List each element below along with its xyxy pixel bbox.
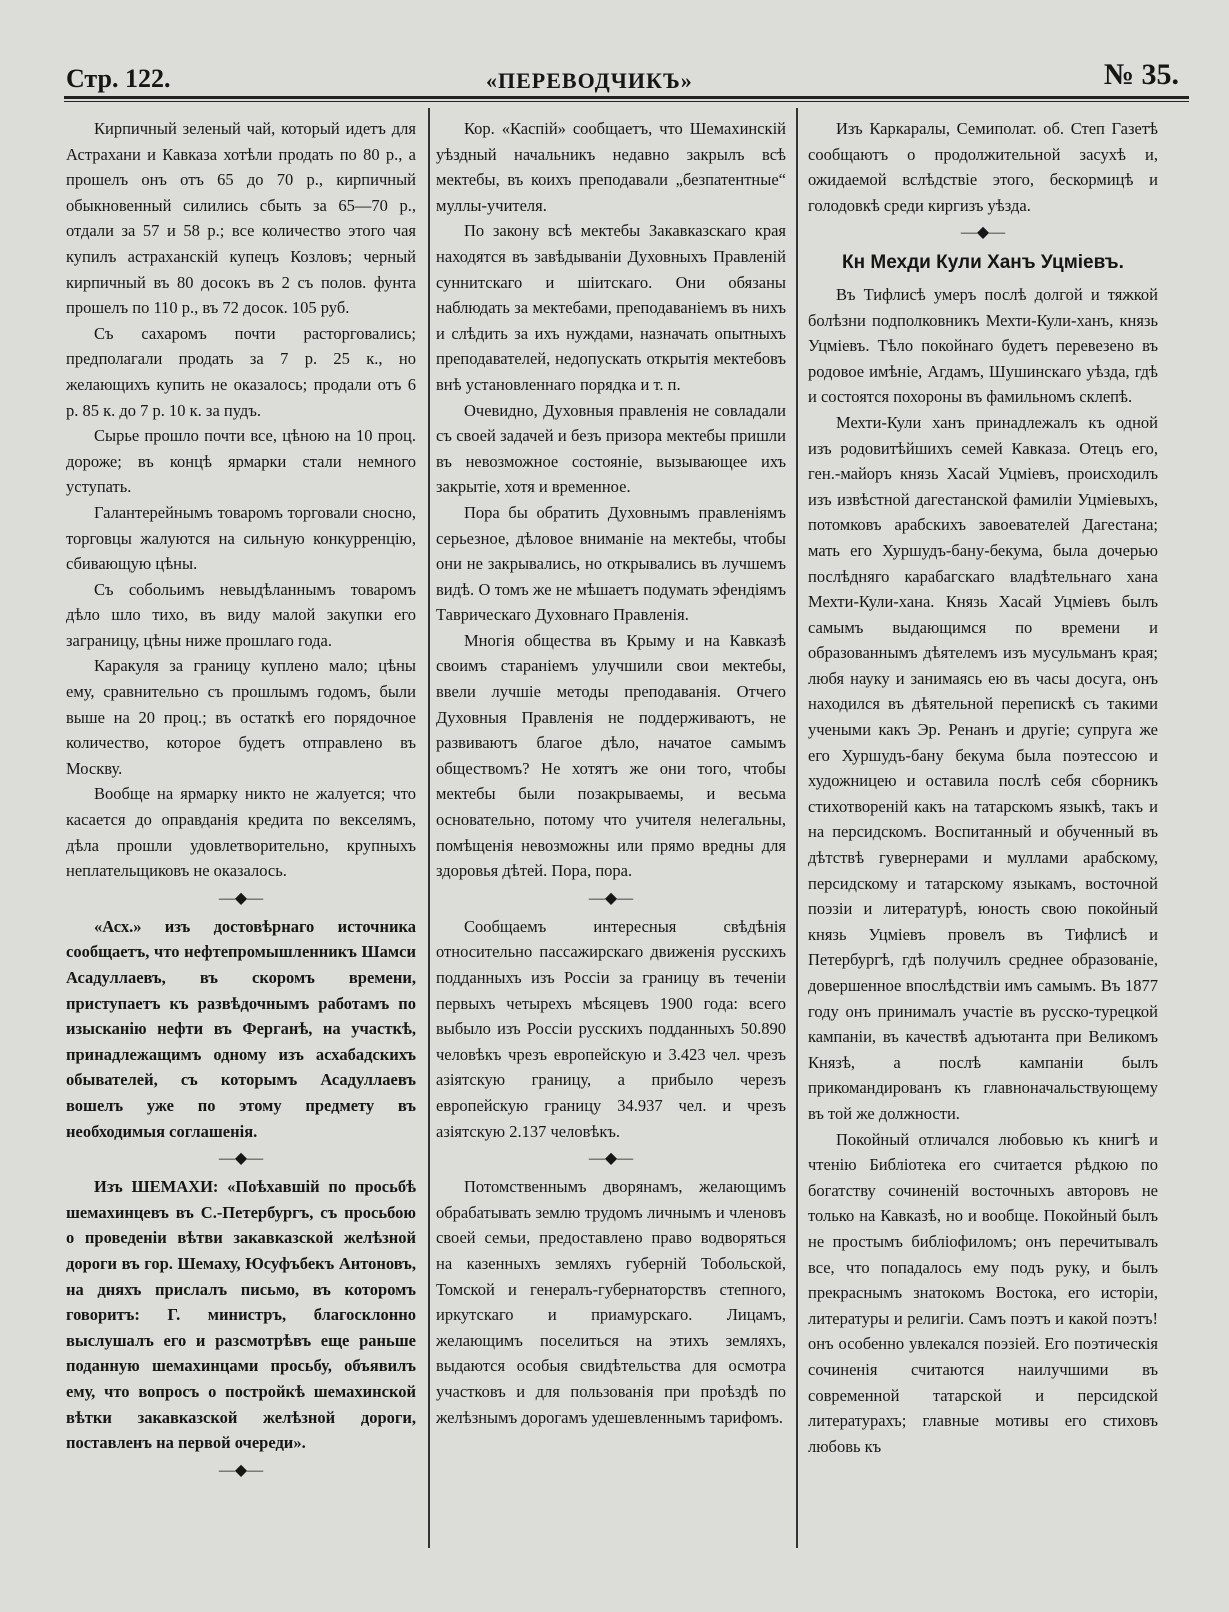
article-paragraph: Пора бы обратить Духовнымъ правленіямъ серьезное, дѣловое вниманіе на мектебы, чтобы они не закрывались, но открывались въ лучшемъ видѣ. О томъ же не мѣшаетъ подумать эфендіямъ Таврическаго Духовнаго Правленія. [436,502,786,625]
issue-number: № 35. [1103,58,1179,91]
page-number: Стр. 122. [66,64,171,93]
header-rule [64,96,1189,99]
article-paragraph: Съ сахаромъ почти расторговались; предполагали продать за 7 р. 25 к., но желающихъ купить не оказалось; продали отъ 6 р. 85 к. до 7 р. 10 к. за пудъ. [66,323,416,420]
column-2 [436,116,786,1430]
article-paragraph: По закону всѣ мектебы Закавказскаго края находятся въ завѣдываніи Духовныхъ Правленій суннитскаго и шіитскаго. Они обязаны наблюдать за мектебами, преподаваніемъ въ нихъ и слѣдить за ихъ нуждами, назначать опытныхъ преподавателей, недопускать открытія мектебовъ внѣ установленнаго порядка и т. п. [436,221,786,394]
newspaper-title: «ПЕРЕВОДЧИКЪ» [486,68,693,93]
article-paragraph: Очевидно, Духовныя правленія не совладали съ своей задачей и безъ призора мектебы пришли въ невозможное состояніе, вызывающее ихъ закрытіе, хотя и временное. [436,400,786,497]
column-1 [66,116,416,1486]
article-paragraph: Въ Тифлисѣ умеръ послѣ долгой и тяжкой болѣзни подполковникъ Мехти-Кули-ханъ, князь Уцміевъ. Тѣло покойнаго будетъ перевезено въ родовое имѣніе, Агдамъ, Шушинскаго уѣзда, гдѣ и состоятся похороны въ фамильномъ склепѣ. [808,284,1158,407]
article-heading: Кн Мехди Кули Ханъ Уцміевъ. [842,252,1124,274]
ornament-separator: —◆— [588,1150,634,1168]
article-paragraph: Мехти-Кули ханъ принадлежалъ къ одной изъ родовитѣйшихъ семей Кавказа. Отецъ его, ген.-майоръ князь Хасай Уцміевъ, происходилъ изъ извѣстной дагестанской фамиліи Уцміевыхъ, потомковъ арабскихъ завоевателей Дагестана; мать его Хуршудъ-бану-бекума, была дочерью послѣдняго карабагскаго владѣтельнаго хана Мехти-Кули-хана. Князь Хасай Уцміевъ былъ самымъ выдающимся по времени и образованнымъ дѣятелемъ изъ мусульманъ края; любя науку и занимаясь ею въ часы досуга, онъ находился въ дѣятельной перепискѣ съ такими учеными какъ Эр. Ренанъ и другіе; супруга же его Хуршудъ-бану бекума была поэтессою и художницею и оставила послѣ себя сборникъ стихотвореній какъ на татарскомъ языкѣ, такъ и на персидскомъ. Воспитанный и обученный въ дѣтствѣ гувернерами и муллами арабскому, персидскому и татарскому языкамъ, восточной поэзіи и литературѣ, юность свою покойный князь Уцміевъ провелъ въ Тифлисѣ и Петербургѣ, гдѣ получилъ среднее образованіе, довершенное впослѣдствіи имъ самымъ. Въ 1877 году онъ принималъ участіе въ русско-турецкой кампаніи, въ качествѣ адъютанта при Великомъ Князѣ, а послѣ кампаніи былъ прикомандированъ къ главноначальствующему въ той же должности. [808,412,1158,1123]
article-paragraph: Изъ ШЕМАХИ: «Поѣхавшій по просьбѣ шемахинцевъ въ С.-Петербургъ, съ просьбою о проведеніи вѣтви закавказской желѣзной дороги въ гор. Шемаху, Юсуфъбекъ Антоновъ, на дняхъ прислалъ письмо, въ которомъ говоритъ: Г. министръ, благосклонно выслушалъ его и разсмотрѣвъ еще раньше поданную шемахинцами просьбу, объявилъ ему, что вопросъ о постройкѣ шемахинской вѣтки закавказской желѣзной дороги, поставленъ на первой очереди». [66,1177,416,1453]
column-divider [796,108,798,1548]
article-paragraph: Покойный отличался любовью къ книгѣ и чтенію Библіотека его считается рѣдкою по богатству сочиненій восточныхъ авторовъ не только на Кавказѣ, но и вообще. Покойный былъ не простымъ библіофиломъ; онъ перечитывалъ все, что попадалось ему подъ руку, и былъ прекраснымъ знатокомъ Востока, его исторіи, литературы и религіи. Самъ поэтъ и какой поэтъ! онъ особенно увлекался поэзіей. Его поэтическія сочиненія считаются наилучшими въ современной татарской и персидской литературахъ; главные мотивы его стиховъ любовь къ [808,1129,1158,1456]
column-3 [808,116,1158,1459]
article-paragraph: Кор. «Каспій» сообщаетъ, что Шемахинскій уѣздный начальникъ недавно закрылъ всѣ мектебы, въ коихъ преподавали „безпатентные“ муллы-учителя. [436,119,786,215]
ornament-separator: —◆— [588,889,634,907]
article-paragraph: «Асх.» изъ достовѣрнаго источника сообщаетъ, что нефтепромышленникъ Шамси Асадуллаевъ, въ скоромъ времени, приступаетъ къ развѣдочнымъ работамъ по изысканію нефти въ Ферганѣ, на участкѣ, принадлежащимъ одному изъ асхабадскихъ обывателей, съ которымъ Асадуллаевъ вошелъ уже по этому предмету въ необходимыя соглашенія. [66,916,416,1141]
ornament-separator: —◆— [960,224,1006,242]
ornament-separator: —◆— [218,889,264,907]
article-paragraph: Изъ Каркаралы, Семиполат. об. Степ Газетѣ сообщаютъ о продолжительной засухѣ и, ожидаемой вслѣдствіе этого, бескормицѣ и голодовкѣ среди киргизъ уѣзда. [808,119,1158,215]
ornament-separator: —◆— [218,1461,264,1479]
masthead [66,58,1189,98]
article-paragraph: Кирпичный зеленый чай, который идетъ для Астрахани и Кавказа хотѣли продать по 80 р., а прошелъ онъ отъ 65 до 70 р., кирпичный обыкновенный силились сбыть за 65—70 р., отдали за 57 и 58 р.; все количество этого чая купилъ астраханскій купецъ Козловъ; черный кирпичный въ 80 досокъ въ 2 съ полов. фунта прошелъ по 110 р., въ 72 досок. 105 руб. [66,119,416,318]
article-paragraph: Многія общества въ Крыму и на Кавказѣ своимъ стараніемъ улучшили свои мектебы, ввели лучшіе методы преподаванія. Отчего Духовныя Правленія не поддерживаютъ, не развиваютъ благое дѣло, начатое самымъ обществомъ? Не хотятъ же они того, чтобы мектебы были позакрываемы, и весьма основательно, потому что учителя нелегальны, помѣщенія невозможны или прямо вредны для здоровья дѣтей. Пора, пора. [436,630,786,881]
article-paragraph: Сырье прошло почти все, цѣною на 10 проц. дороже; въ концѣ ярмарки стали немного уступать. [66,426,416,497]
article-paragraph: Галантерейнымъ товаромъ торговали сносно, торговцы жалуются на сильную конкурренцію, сбивающую цѣны. [66,502,416,574]
header-rule-thin [64,101,1189,102]
article-paragraph: Вообще на ярмарку никто не жалуется; что касается до оправданія кредита по векселямъ, дѣла прошли удовлетворительно, крупныхъ неплательщиковъ не оказалось. [66,784,416,881]
article-paragraph: Сообщаемъ интересныя свѣдѣнія относительно пассажирскаго движенія русскихъ подданныхъ изъ Россіи за границу въ теченіи первыхъ четырехъ мѣсяцевъ 1900 года: всего выбыло изъ Россіи русскихъ подданныхъ 50.890 человѣкъ чрезъ европейскую и 3.423 чел. чрезъ азіятскую границу, а прибыло черезъ европейскую границу 34.937 чел. и чрезъ азіятскую 2.137 человѣкъ. [436,916,786,1141]
article-paragraph: Съ собольимъ невыдѣланнымъ товаромъ дѣло шло тихо, въ виду малой закупки его заграницу, цѣны ниже прошлаго года. [66,579,416,650]
article-paragraph: Потомственнымъ дворянамъ, желающимъ обрабатывать землю трудомъ личнымъ и членовъ своей семьи, предоставлено право водворяться на казенныхъ земляхъ губерній Тобольской, Томской и генералъ-губернаторствъ степного, иркутскаго и приамурскаго. Лицамъ, желающимъ поселиться на этихъ земляхъ, выдаются особыя свидѣтельства для осмотра участковъ и для пользованія при проѣздѣ по желѣзнымъ дорогамъ удешевленнымъ тарифомъ. [436,1177,786,1427]
ornament-separator: —◆— [218,1150,264,1168]
column-divider [428,108,430,1548]
article-paragraph: Каракуля за границу куплено мало; цѣны ему, сравнительно съ прошлымъ годомъ, были выше на 20 проц.; въ остаткѣ его порядочное количество, которое будетъ отправлено въ Москву. [66,656,416,778]
